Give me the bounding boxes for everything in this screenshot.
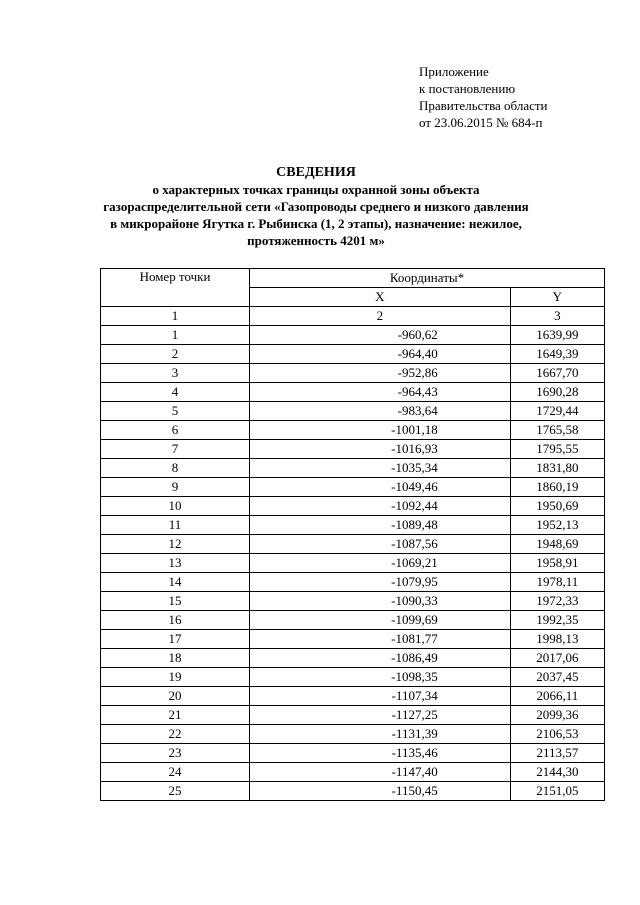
- x-coordinate-cell: -1107,34: [250, 687, 511, 706]
- point-number-cell: 19: [101, 668, 250, 687]
- table-row: [101, 345, 605, 364]
- point-number-cell: 24: [101, 763, 250, 782]
- point-number-cell: 1: [101, 326, 250, 345]
- table-header-row: [101, 269, 605, 288]
- x-coordinate-cell: -1127,25: [250, 706, 511, 725]
- y-coordinate-cell: 1690,28: [510, 383, 604, 402]
- point-number-cell: 21: [101, 706, 250, 725]
- table-row: [101, 440, 605, 459]
- y-coordinate-cell: 1992,35: [510, 611, 604, 630]
- table-row: [101, 706, 605, 725]
- point-number-cell: 10: [101, 497, 250, 516]
- table-row: [101, 554, 605, 573]
- x-coordinate-cell: -1098,35: [250, 668, 511, 687]
- x-coordinate-cell: -1150,45: [250, 782, 511, 801]
- point-number-cell: 7: [101, 440, 250, 459]
- heading-line: в микрорайоне Ягутка г. Рыбинска (1, 2 этапы), назначение: нежилое,: [110, 216, 522, 231]
- y-coordinate-cell: 1972,33: [510, 592, 604, 611]
- appendix-line: к постановлению: [419, 81, 516, 96]
- y-coordinate-cell: 2113,57: [510, 744, 604, 763]
- x-coordinate-cell: -964,43: [250, 383, 511, 402]
- table-row: [101, 535, 605, 554]
- point-number-cell: 8: [101, 459, 250, 478]
- point-number-cell: 11: [101, 516, 250, 535]
- y-coordinate-cell: 2106,53: [510, 725, 604, 744]
- table-row: [101, 687, 605, 706]
- y-coordinate-cell: 1639,99: [510, 326, 604, 345]
- y-coordinate-cell: 2151,05: [510, 782, 604, 801]
- y-coordinate-cell: 1831,80: [510, 459, 604, 478]
- x-coordinate-cell: -1086,49: [250, 649, 511, 668]
- point-number-cell: 23: [101, 744, 250, 763]
- point-number-cell: 17: [101, 630, 250, 649]
- y-coordinate-cell: 1978,11: [510, 573, 604, 592]
- y-coordinate-cell: 2066,11: [510, 687, 604, 706]
- point-number-cell: 5: [101, 402, 250, 421]
- table-row: [101, 611, 605, 630]
- table-row: [101, 516, 605, 535]
- x-coordinate-cell: -1079,95: [250, 573, 511, 592]
- point-number-cell: 6: [101, 421, 250, 440]
- table-row: [101, 326, 605, 345]
- x-coordinate-cell: -983,64: [250, 402, 511, 421]
- table-row: [101, 364, 605, 383]
- column-number-row: [101, 307, 605, 326]
- y-coordinate-cell: 1948,69: [510, 535, 604, 554]
- point-number-cell: 16: [101, 611, 250, 630]
- y-coordinate-cell: 1667,70: [510, 364, 604, 383]
- table-row: [101, 573, 605, 592]
- header-y: Y: [510, 288, 604, 307]
- table-row: [101, 459, 605, 478]
- y-coordinate-cell: 1952,13: [510, 516, 604, 535]
- x-coordinate-cell: -1016,93: [250, 440, 511, 459]
- table-body: [101, 307, 605, 801]
- header-x: X: [250, 288, 511, 307]
- table-row: [101, 725, 605, 744]
- table-row: [101, 649, 605, 668]
- point-number-cell: 15: [101, 592, 250, 611]
- document-heading: [96, 164, 536, 249]
- x-coordinate-cell: -952,86: [250, 364, 511, 383]
- column-number: 1: [101, 307, 250, 326]
- point-number-cell: 18: [101, 649, 250, 668]
- y-coordinate-cell: 1765,58: [510, 421, 604, 440]
- table-row: [101, 383, 605, 402]
- x-coordinate-cell: -1049,46: [250, 478, 511, 497]
- y-coordinate-cell: 2017,06: [510, 649, 604, 668]
- point-number-cell: 12: [101, 535, 250, 554]
- table-row: [101, 763, 605, 782]
- y-coordinate-cell: 1795,55: [510, 440, 604, 459]
- x-coordinate-cell: -1147,40: [250, 763, 511, 782]
- table-row: [101, 497, 605, 516]
- point-number-cell: 3: [101, 364, 250, 383]
- x-coordinate-cell: -1087,56: [250, 535, 511, 554]
- point-number-cell: 22: [101, 725, 250, 744]
- x-coordinate-cell: -1035,34: [250, 459, 511, 478]
- table-row: [101, 782, 605, 801]
- appendix-line: Приложение: [419, 64, 489, 79]
- y-coordinate-cell: 2037,45: [510, 668, 604, 687]
- x-coordinate-cell: -1135,46: [250, 744, 511, 763]
- header-coordinates: Координаты*: [250, 269, 605, 288]
- heading-line: о характерных точках границы охранной зоны объекта: [152, 182, 480, 197]
- x-coordinate-cell: -1131,39: [250, 725, 511, 744]
- appendix-line: от 23.06.2015 № 684-п: [419, 115, 543, 130]
- table-row: [101, 744, 605, 763]
- y-coordinate-cell: 1649,39: [510, 345, 604, 364]
- x-coordinate-cell: -1001,18: [250, 421, 511, 440]
- point-number-cell: 9: [101, 478, 250, 497]
- x-coordinate-cell: -1099,69: [250, 611, 511, 630]
- point-number-cell: 25: [101, 782, 250, 801]
- heading-line: протяженность 4201 м»: [247, 233, 385, 248]
- table-row: [101, 421, 605, 440]
- appendix-line: Правительства области: [419, 98, 548, 113]
- y-coordinate-cell: 1729,44: [510, 402, 604, 421]
- y-coordinate-cell: 1950,69: [510, 497, 604, 516]
- x-coordinate-cell: -1092,44: [250, 497, 511, 516]
- x-coordinate-cell: -1089,48: [250, 516, 511, 535]
- y-coordinate-cell: 1998,13: [510, 630, 604, 649]
- x-coordinate-cell: -1081,77: [250, 630, 511, 649]
- point-number-cell: 20: [101, 687, 250, 706]
- y-coordinate-cell: 1958,91: [510, 554, 604, 573]
- point-number-cell: 13: [101, 554, 250, 573]
- x-coordinate-cell: -964,40: [250, 345, 511, 364]
- table-row: [101, 402, 605, 421]
- point-number-cell: 4: [101, 383, 250, 402]
- column-number: 3: [510, 307, 604, 326]
- table-row: [101, 478, 605, 497]
- y-coordinate-cell: 2144,30: [510, 763, 604, 782]
- table-row: [101, 668, 605, 687]
- y-coordinate-cell: 2099,36: [510, 706, 604, 725]
- x-coordinate-cell: -1069,21: [250, 554, 511, 573]
- y-coordinate-cell: 1860,19: [510, 478, 604, 497]
- point-number-cell: 2: [101, 345, 250, 364]
- column-number: 2: [250, 307, 511, 326]
- document-title: СВЕДЕНИЯ: [276, 165, 356, 180]
- appendix-block: [419, 63, 548, 131]
- x-coordinate-cell: -1090,33: [250, 592, 511, 611]
- header-point-number: Номер точки: [101, 269, 250, 307]
- x-coordinate-cell: -960,62: [250, 326, 511, 345]
- table-row: [101, 630, 605, 649]
- coordinates-table: [100, 268, 605, 801]
- heading-line: газораспределительной сети «Газопроводы среднего и низкого давления: [103, 199, 529, 214]
- table-row: [101, 592, 605, 611]
- point-number-cell: 14: [101, 573, 250, 592]
